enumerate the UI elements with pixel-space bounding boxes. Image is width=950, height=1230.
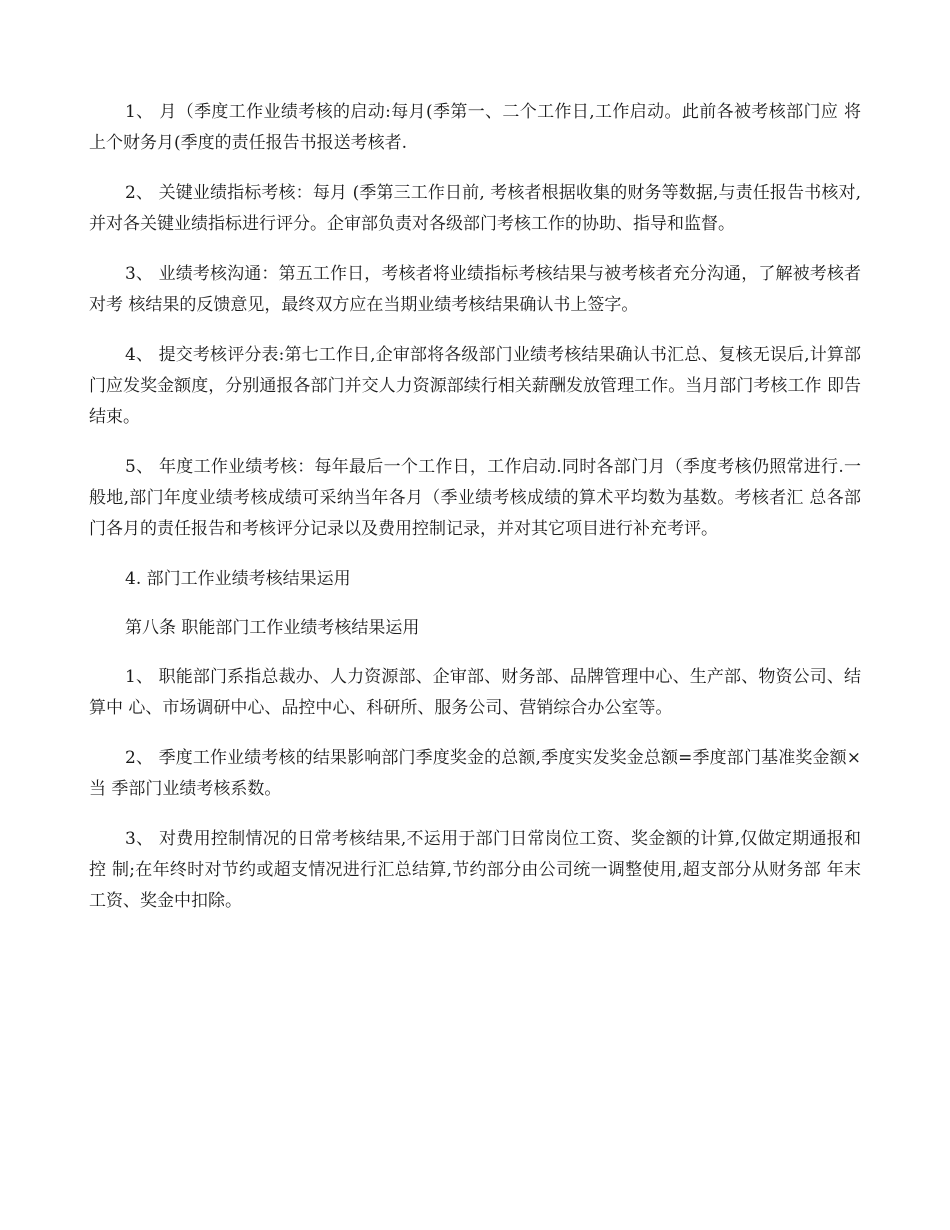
paragraph-annual-assessment: 5、 年度工作业绩考核：每年最后一个工作日，工作启动.同时各部门月（季度考核仍照常进行.一 般地,部门年度业绩考核成绩可采纳当年各月（季业绩考核成绩的算术平均数为基数。考核者汇 总各部门各月的责任报告和考核评分记录以及费用控制记录，并对其它项目进行补充考评。 [89, 457, 861, 539]
section-heading: 4. 部门工作业绩考核结果运用 [125, 569, 351, 589]
paragraph-functional-departments: 1、 职能部门系指总裁办、人力资源部、企审部、财务部、品牌管理中心、生产部、物资公司、结算中 心、市场调研中心、品控中心、科研所、服务公司、营销综合办公室等。 [89, 667, 861, 718]
paragraph-kpi-assessment: 2、 关键业绩指标考核：每月 (季第三工作日前, 考核者根据收集的财务等数据,与责任报告书核对, 并对各关键业绩指标进行评分。企审部负责对各级部门考核工作的协助、指导和监督。 [89, 183, 861, 234]
paragraph-monthly-kickoff: 1、 月（季度工作业绩考核的启动:每月(季第一、二个工作日,工作启动。此前各被考核部门应 将上个财务月(季度的责任报告书报送考核者. [89, 102, 861, 153]
paragraph-communication: 3、 业绩考核沟通：第五工作日，考核者将业绩指标考核结果与被考核者充分沟通，了解被考核者对考 核结果的反馈意见，最终双方应在当期业绩考核结果确认书上签字。 [89, 264, 861, 315]
paragraph-quarterly-bonus: 2、 季度工作业绩考核的结果影响部门季度奖金的总额,季度实发奖金总额=季度部门基准奖金额×当 季部门业绩考核系数。 [89, 748, 861, 799]
paragraph-cost-control: 3、 对费用控制情况的日常考核结果,不运用于部门日常岗位工资、奖金额的计算,仅做定期通报和控 制;在年终时对节约或超支情况进行汇总结算,节约部分由公司统一调整使用,超支部分从财务部 年末工资、奖金中扣除。 [89, 829, 861, 911]
document-page [89, 97, 861, 936]
article-heading: 第八条 职能部门工作业绩考核结果运用 [125, 618, 420, 638]
paragraph-submit-scores: 4、 提交考核评分表:第七工作日,企审部将各级部门业绩考核结果确认书汇总、复核无误后,计算部 门应发奖金额度，分别通报各部门并交人力资源部续行相关薪酬发放管理工作。当月部门考核工作 即告结束。 [89, 345, 861, 427]
